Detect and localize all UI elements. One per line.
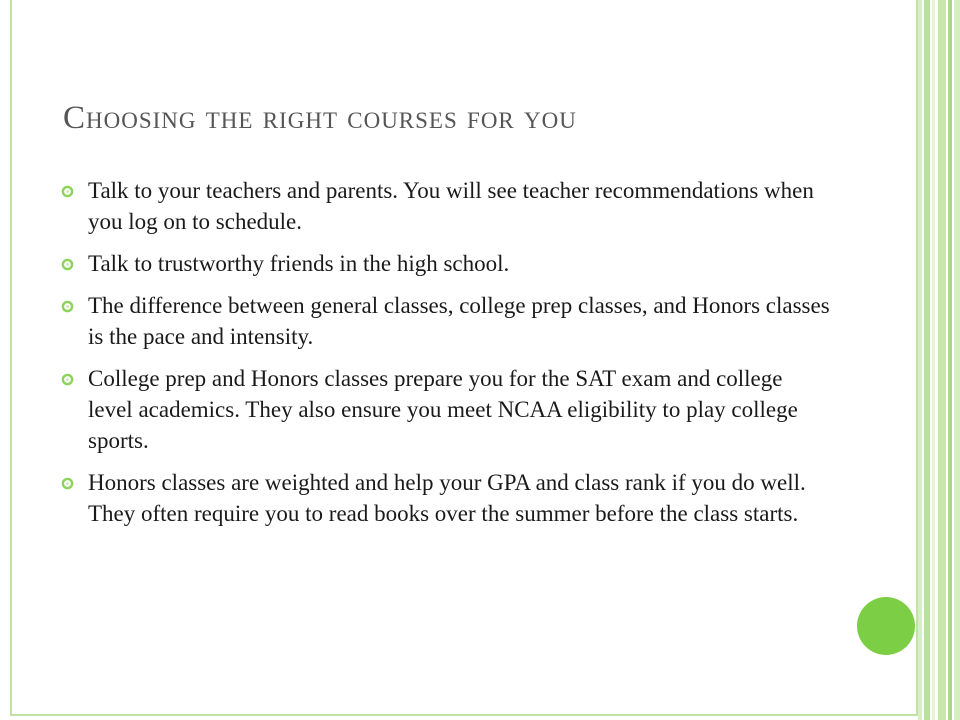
leaf-bullet-icon	[61, 373, 74, 386]
stripe	[924, 0, 930, 720]
bullet-item	[60, 467, 830, 529]
green-circle-icon	[857, 597, 915, 655]
stripe	[932, 0, 935, 720]
leaf-bullet-icon	[61, 258, 74, 271]
bullet-item	[60, 175, 830, 237]
bullet-text: Honors classes are weighted and help your GPA and class rank if you do well. They often require you to read books over the summer before the class starts.	[88, 470, 806, 526]
decorative-stripes	[918, 0, 960, 720]
stripe	[954, 0, 960, 720]
bullet-list	[60, 175, 830, 540]
bullet-item	[60, 363, 830, 456]
leaf-bullet-icon	[61, 185, 74, 198]
bullet-text: The difference between general classes, college prep classes, and Honors classes is the pace and intensity.	[88, 293, 830, 349]
stripe	[948, 0, 952, 720]
stripe	[918, 0, 922, 720]
bullet-item	[60, 248, 830, 279]
bullet-text: Talk to trustworthy friends in the high school.	[88, 251, 510, 276]
bullet-text: Talk to your teachers and parents. You will see teacher recommendations when you log on to schedule.	[88, 178, 814, 234]
stripe	[938, 0, 946, 720]
slide-title: Choosing the right courses for you	[63, 100, 577, 136]
leaf-bullet-icon	[61, 477, 74, 490]
leaf-bullet-icon	[61, 300, 74, 313]
bullet-item	[60, 290, 830, 352]
bullet-text: College prep and Honors classes prepare you for the SAT exam and college level academics. They also ensure you meet NCAA eligibility to play college sports.	[88, 366, 798, 453]
